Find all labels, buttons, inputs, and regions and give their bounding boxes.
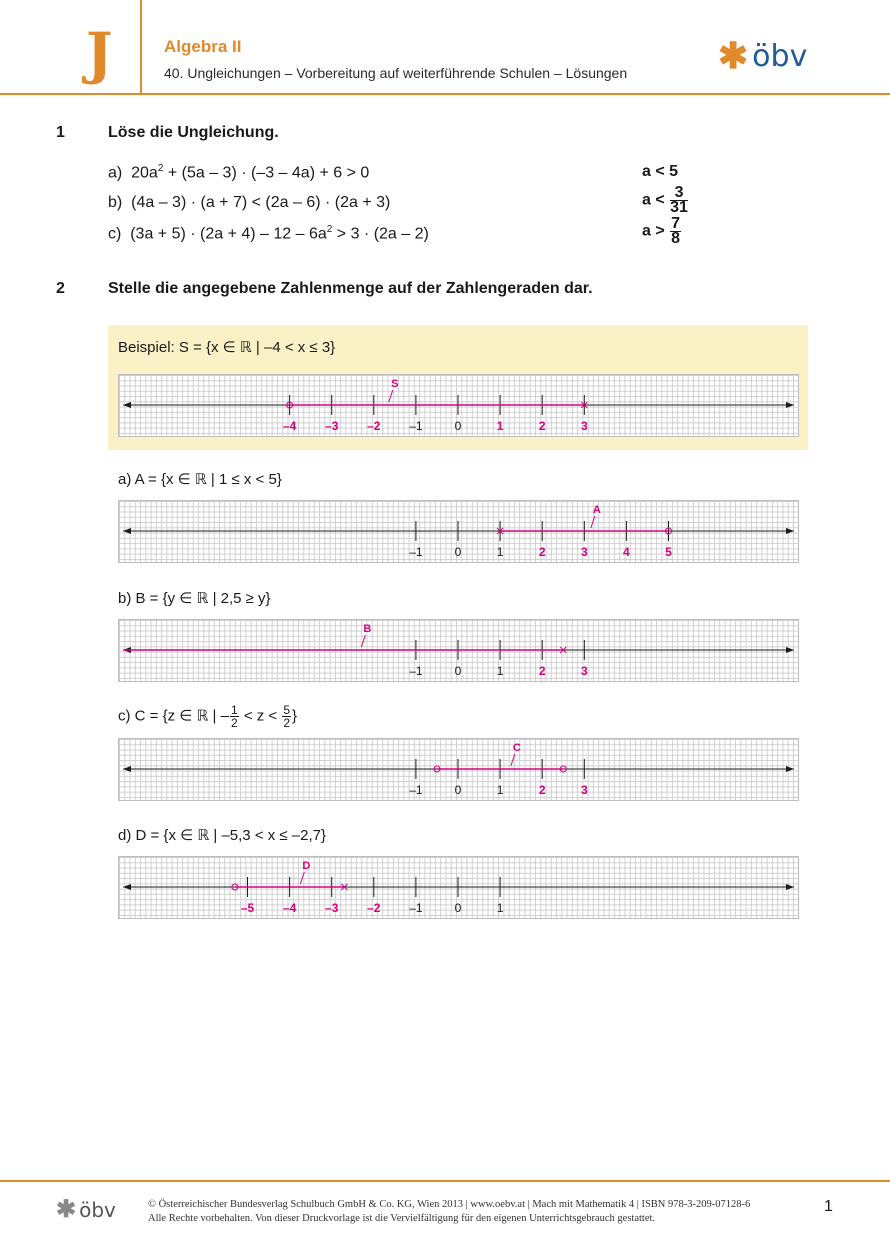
logo-word: öbv xyxy=(752,38,808,74)
fraction-numerator: 5 xyxy=(283,703,291,717)
tick-label: –1 xyxy=(409,783,423,797)
footer-line-2: Alle Rechte vorbehalten. Von dieser Druckvorlage ist die Vervielfältigung für den eigenen Unterrichtsgebrauch gestattet. xyxy=(148,1213,656,1224)
tick-label: 2 xyxy=(538,783,546,797)
tick-label: 0 xyxy=(454,783,462,797)
label-part: < z < xyxy=(239,707,282,725)
tick-label: –1 xyxy=(409,901,423,915)
expr-part: > 3 · (2a – 2) xyxy=(332,225,429,243)
fraction xyxy=(282,704,291,729)
task-2-number: 2 xyxy=(56,280,65,297)
fraction-denominator: 2 xyxy=(230,716,238,730)
footer-line-1: © Österreichischer Bundesverlag Schulbuch GmbH & Co. KG, Wien 2013 | www.oebv.at | Mach mit Mathematik 4 | ISBN 978-3-209-07128-6 xyxy=(148,1199,751,1210)
tick-label: –4 xyxy=(282,419,297,433)
footer-rule xyxy=(0,1180,890,1182)
axis-arrow-left xyxy=(123,528,131,534)
number-line-c xyxy=(118,738,799,801)
axis-arrow-left xyxy=(123,402,131,408)
fraction-denominator: 8 xyxy=(671,230,681,247)
tick-label: 5 xyxy=(665,545,672,559)
label-part: c) C = {z ∈ ℝ | – xyxy=(118,707,229,725)
set-c-label xyxy=(118,704,297,729)
number-line-svg xyxy=(119,857,798,918)
tick-label: –1 xyxy=(409,545,423,559)
answer-prefix: a < xyxy=(642,191,665,209)
chapter-letter: J xyxy=(86,21,113,87)
exponent: 2 xyxy=(326,224,333,235)
fraction-numerator: 3 xyxy=(670,186,688,201)
expr-part: (3a + 5) · (2a + 4) – 12 – 6a xyxy=(130,225,327,243)
set-name-label: B xyxy=(363,623,372,635)
number-line-d xyxy=(118,856,799,919)
axis-arrow-right xyxy=(786,402,794,408)
task-1a-answer: a < 5 xyxy=(642,163,679,180)
task-1a-equation xyxy=(108,163,369,182)
tick-label: –1 xyxy=(409,419,423,433)
task-2-title: Stelle die angegebene Zahlenmenge auf der Zahlengeraden dar. xyxy=(108,280,593,297)
number-line-svg xyxy=(119,739,798,800)
fraction-numerator: 1 xyxy=(230,703,238,717)
obv-star-icon: ✱ xyxy=(56,1196,77,1223)
axis-arrow-right xyxy=(786,528,794,534)
tick-label: –3 xyxy=(325,901,339,915)
label-part: } xyxy=(292,707,298,725)
footer-logo-word: öbv xyxy=(79,1198,116,1222)
task-1c-equation xyxy=(108,224,429,243)
number-line-a xyxy=(118,500,799,563)
tick-label: 1 xyxy=(496,664,504,678)
fraction-denominator: 2 xyxy=(283,716,291,730)
tick-label: 0 xyxy=(454,901,462,915)
exponent: 2 xyxy=(157,163,164,174)
set-name-label: A xyxy=(592,504,601,516)
number-line-svg xyxy=(119,375,798,436)
tick-label: 3 xyxy=(580,545,588,559)
expr-part: (4a – 3) · (a + 7) < (2a – 6) · (2a + 3) xyxy=(131,194,391,211)
tick-label: 0 xyxy=(454,664,462,678)
set-a-label: a) A = {x ∈ ℝ | 1 ≤ x < 5} xyxy=(118,471,282,488)
tick-label: 3 xyxy=(580,783,588,797)
example-label: Beispiel: S = {x ∈ ℝ | –4 < x ≤ 3} xyxy=(118,339,336,356)
header-title: Algebra II xyxy=(164,37,242,56)
footer-obv-logo xyxy=(56,1196,116,1224)
tick-label: –2 xyxy=(367,901,381,915)
axis-arrow-right xyxy=(786,766,794,772)
tick-label: 1 xyxy=(496,545,504,559)
answer-fraction xyxy=(670,217,681,246)
fraction-numerator: 7 xyxy=(671,215,681,232)
header-divider xyxy=(140,0,142,94)
axis-arrow-left xyxy=(123,884,131,890)
fraction-denominator: 31 xyxy=(670,199,688,216)
tick-label: 2 xyxy=(538,419,546,433)
set-b-label: b) B = {y ∈ ℝ | 2,5 ≥ y} xyxy=(118,590,271,607)
axis-arrow-right xyxy=(786,884,794,890)
set-d-label: d) D = {x ∈ ℝ | –5,3 < x ≤ –2,7} xyxy=(118,827,327,844)
tick-label: 4 xyxy=(623,545,630,559)
tick-label: –3 xyxy=(325,419,339,433)
fraction xyxy=(230,704,239,729)
task-1-number: 1 xyxy=(56,124,65,141)
tick-label: –1 xyxy=(409,664,423,678)
obv-star-icon: ✱ xyxy=(718,35,749,76)
task-1b-answer xyxy=(642,186,689,215)
tick-label: 2 xyxy=(538,664,546,678)
set-label-leader xyxy=(591,516,595,528)
number-line-svg xyxy=(119,501,798,562)
tick-label: 3 xyxy=(580,664,588,678)
header-subtitle: 40. Ungleichungen – Vorbereitung auf weiterführende Schulen – Lösungen xyxy=(164,65,628,81)
header-rule xyxy=(0,93,890,95)
item-label: a) xyxy=(108,164,123,182)
set-label-leader xyxy=(361,635,365,647)
task-1b-equation xyxy=(108,194,390,212)
footer-copyright xyxy=(148,1198,750,1226)
expr-part: + (5a – 3) · (–3 – 4a) + 6 > 0 xyxy=(163,164,370,182)
answer-fraction xyxy=(670,186,688,215)
tick-label: 2 xyxy=(538,545,546,559)
tick-label: 1 xyxy=(496,419,504,433)
set-label-leader xyxy=(511,754,515,766)
set-label-leader xyxy=(389,390,393,402)
tick-label: –4 xyxy=(282,901,297,915)
tick-label: 0 xyxy=(454,419,462,433)
number-line-example xyxy=(118,374,799,437)
example-box xyxy=(108,325,808,450)
obv-logo xyxy=(718,36,807,76)
axis-arrow-right xyxy=(786,647,794,653)
item-label: b) xyxy=(108,194,123,211)
number-line-b xyxy=(118,619,799,682)
expr-part: 20a xyxy=(131,164,158,182)
task-1-title: Löse die Ungleichung. xyxy=(108,124,279,141)
set-label-leader xyxy=(300,872,304,884)
number-line-svg xyxy=(119,620,798,681)
set-name-label: C xyxy=(512,742,521,754)
item-label: c) xyxy=(108,225,122,243)
page-number: 1 xyxy=(824,1198,833,1215)
axis-arrow-left xyxy=(123,766,131,772)
tick-label: 3 xyxy=(580,419,588,433)
tick-label: 0 xyxy=(454,545,462,559)
tick-label: –2 xyxy=(367,419,381,433)
tick-label: –5 xyxy=(240,901,255,915)
answer-prefix: a > xyxy=(642,222,665,240)
tick-label: 1 xyxy=(496,783,504,797)
task-1c-answer xyxy=(642,217,682,246)
set-name-label: S xyxy=(391,378,399,390)
tick-label: 1 xyxy=(496,901,504,915)
set-name-label: D xyxy=(302,860,311,872)
